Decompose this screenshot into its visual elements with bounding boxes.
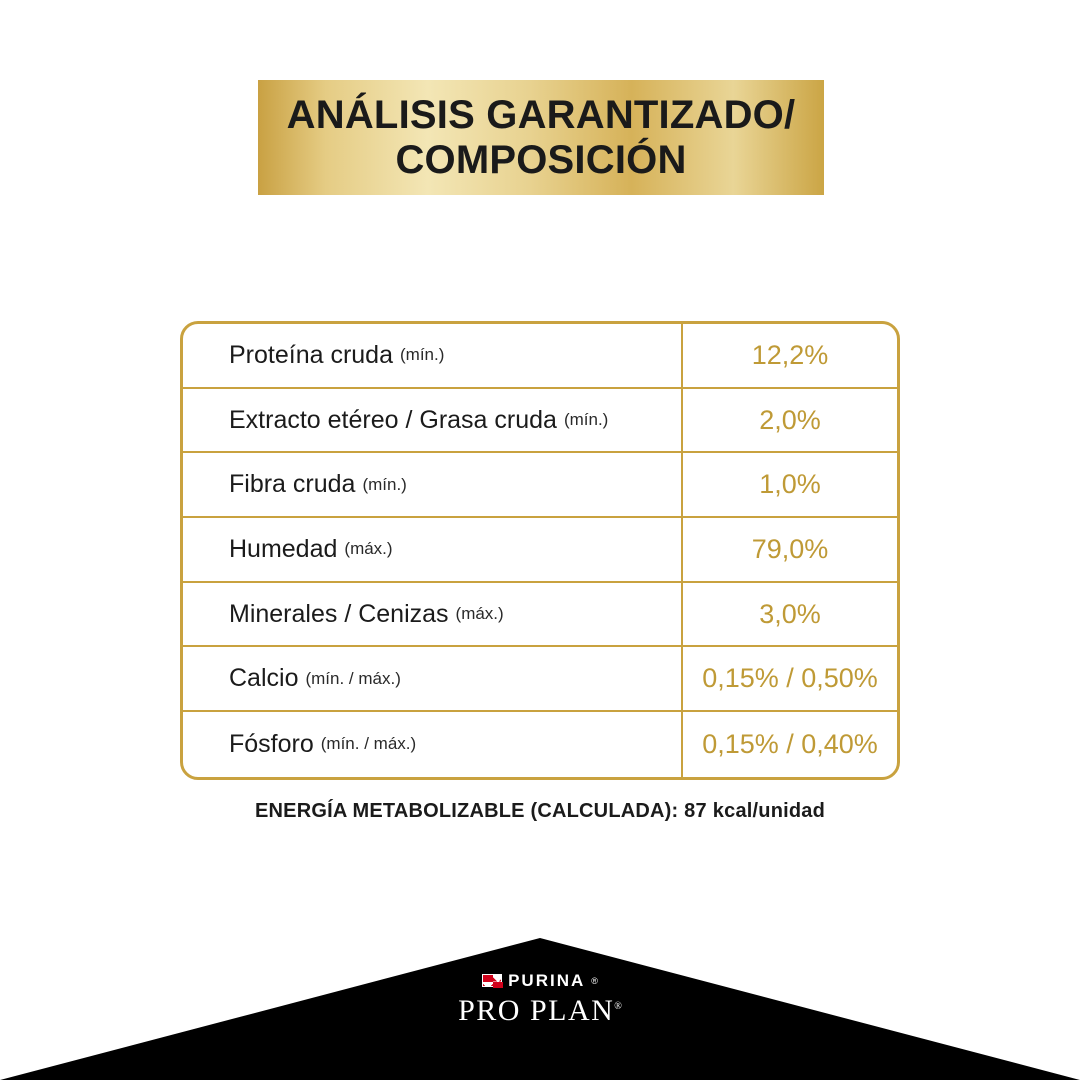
- table-row: [183, 647, 897, 712]
- nutrient-value-cell: 1,0%: [759, 469, 821, 500]
- energy-label: ENERGÍA METABOLIZABLE (CALCULADA): 87: [254, 800, 707, 822]
- page-title-line-1: ANÁLISIS GARANTIZADO/: [286, 92, 796, 137]
- nutrient-qualifier: (máx.): [344, 539, 393, 559]
- nutrient-name-cell: [183, 453, 683, 516]
- table-row: [183, 389, 897, 454]
- guaranteed-analysis-table: [180, 321, 900, 780]
- nutrient-qualifier: (mín.): [400, 345, 445, 365]
- nutrient-value-cell: 2,0%: [759, 404, 821, 435]
- purina-text: PURINA: [508, 970, 586, 990]
- nutrient-name-cell: [183, 583, 683, 646]
- nutrient-name-cell: [183, 712, 683, 777]
- table-row: [183, 324, 897, 389]
- proplan-trademark: ®: [614, 1001, 622, 1012]
- nutrient-value-cell: 3,0%: [759, 598, 821, 629]
- table-row: [183, 712, 897, 777]
- nutrient-label: Calcio: [229, 664, 299, 693]
- purina-trademark: ®: [591, 975, 598, 986]
- nutrient-label: Fósforo: [229, 729, 314, 758]
- proplan-text: PRO PLAN: [458, 994, 615, 1027]
- page-title-line-2: COMPOSICIÓN: [395, 137, 687, 182]
- nutrient-name-cell: [183, 389, 683, 452]
- nutrient-label: Humedad: [229, 534, 338, 563]
- nutrient-value-cell: 12,2%: [751, 339, 829, 370]
- energy-unit: kcal/unidad: [712, 800, 826, 822]
- nutrient-label: Proteína cruda: [229, 340, 393, 369]
- nutrient-qualifier: (mín.): [563, 410, 609, 430]
- nutrient-label: Minerales / Cenizas: [229, 599, 449, 628]
- nutrient-label: Fibra cruda: [229, 470, 356, 499]
- nutrient-qualifier: (mín. / máx.): [320, 734, 417, 754]
- table-row: [183, 583, 897, 648]
- page-title: [269, 93, 814, 183]
- table-row: [183, 518, 897, 583]
- nutrient-label: Extracto etéreo / Grasa cruda: [229, 405, 557, 434]
- metabolizable-energy: [0, 800, 1080, 823]
- brand-footer: [0, 920, 1080, 1080]
- nutrient-name-cell: [183, 647, 683, 710]
- nutrient-qualifier: (mín. / máx.): [305, 668, 401, 688]
- header-banner: [258, 80, 824, 195]
- chevron-shape-icon: [0, 920, 1080, 1080]
- nutrient-value-cell: 0,15% / 0,40%: [702, 728, 878, 759]
- nutrient-value-cell: 79,0%: [751, 533, 829, 564]
- table-row: [183, 453, 897, 518]
- nutrient-value-cell: 0,15% / 0,50%: [702, 663, 878, 694]
- nutrient-qualifier: (máx.): [455, 604, 504, 624]
- nutrient-name-cell: [183, 324, 683, 387]
- nutrient-qualifier: (mín.): [362, 474, 407, 494]
- nutrient-name-cell: [183, 518, 683, 581]
